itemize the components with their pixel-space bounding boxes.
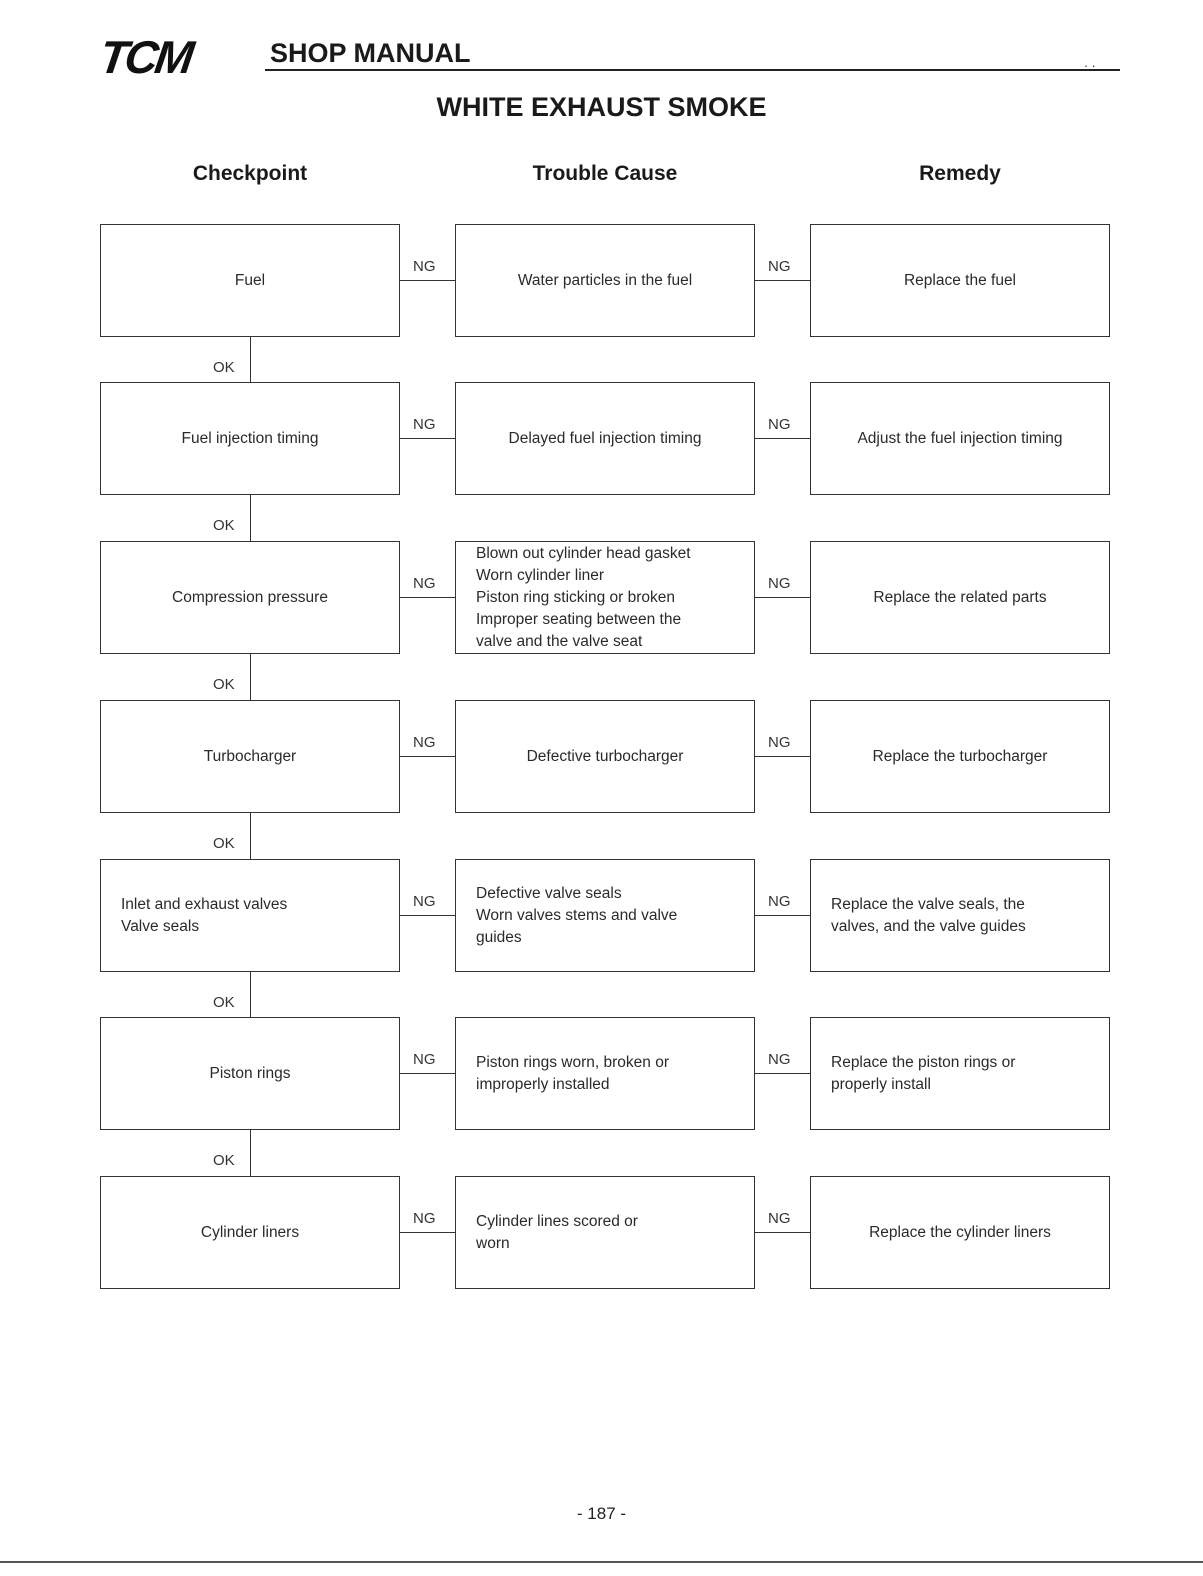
column-header-trouble-cause: Trouble Cause (532, 162, 678, 185)
checkpoint-text: Cylinder liners (200, 1223, 300, 1241)
checkpoint-box (100, 224, 400, 337)
remedy-box (810, 541, 1110, 654)
ng-connector-line (400, 1073, 455, 1074)
remedy-text: Adjust the fuel injection timing (857, 429, 1063, 447)
cause-text: Cylinder lines scored or worn (476, 1212, 638, 1252)
checkpoint-box (100, 382, 400, 495)
ng-label: NG (768, 893, 791, 910)
manual-title: SHOP MANUAL (270, 38, 471, 68)
ng-connector-line (755, 915, 810, 916)
ok-connector-line (250, 337, 251, 382)
checkpoint-text: Fuel injection timing (181, 429, 319, 447)
ng-label: NG (768, 1051, 791, 1068)
remedy-box (810, 859, 1110, 972)
ok-connector-line (250, 1130, 251, 1176)
ng-label: NG (413, 1210, 436, 1227)
checkpoint-text: Turbocharger (203, 747, 297, 765)
checkpoint-box (100, 541, 400, 654)
ng-connector-line (755, 756, 810, 757)
ok-label: OK (213, 994, 235, 1011)
ok-label: OK (213, 1152, 235, 1169)
ng-connector-line (400, 280, 455, 281)
ng-connector-line (400, 915, 455, 916)
ng-connector-line (400, 1232, 455, 1233)
remedy-box (810, 224, 1110, 337)
ok-label: OK (213, 835, 235, 852)
footer-rule (0, 1561, 1203, 1563)
ng-connector-line (755, 280, 810, 281)
ok-connector-line (250, 972, 251, 1017)
cause-box (455, 1176, 755, 1289)
cause-text: Delayed fuel injection timing (508, 429, 702, 447)
checkpoint-box (100, 859, 400, 972)
ok-label: OK (213, 517, 235, 534)
cause-box (455, 382, 755, 495)
ok-connector-line (250, 654, 251, 700)
cause-text: Blown out cylinder head gasket Worn cylinder liner Piston ring sticking or broken Improper seating between the valve and the valve seat (476, 544, 691, 650)
ng-connector-line (755, 597, 810, 598)
column-header-remedy: Remedy (919, 162, 1001, 185)
page-number: - 187 - (576, 1504, 627, 1523)
checkpoint-box (100, 700, 400, 813)
ng-label: NG (413, 575, 436, 592)
checkpoint-text: Fuel (234, 271, 266, 289)
ng-label: NG (768, 258, 791, 275)
ok-connector-line (250, 813, 251, 859)
checkpoint-box (100, 1017, 400, 1130)
header-dots: . . (1084, 54, 1096, 70)
cause-text: Defective valve seals Worn valves stems and valve guides (476, 884, 678, 946)
ng-connector-line (755, 1232, 810, 1233)
ng-label: NG (413, 258, 436, 275)
remedy-text: Replace the fuel (903, 271, 1017, 289)
column-header-checkpoint: Checkpoint (192, 162, 308, 185)
cause-box (455, 1017, 755, 1130)
remedy-text: Replace the related parts (873, 588, 1047, 606)
remedy-text: Replace the valve seals, the valves, and the valve guides (831, 895, 1026, 935)
ng-connector-line (755, 1073, 810, 1074)
cause-box (455, 700, 755, 813)
ok-label: OK (213, 359, 235, 376)
ng-label: NG (768, 416, 791, 433)
ng-connector-line (400, 756, 455, 757)
cause-text: Water particles in the fuel (517, 271, 693, 289)
remedy-box (810, 700, 1110, 813)
ng-label: NG (413, 416, 436, 433)
ng-label: NG (768, 1210, 791, 1227)
ok-connector-line (250, 495, 251, 541)
remedy-text: Replace the cylinder liners (869, 1223, 1051, 1241)
ng-label: NG (413, 893, 436, 910)
cause-box (455, 541, 755, 654)
ng-label: NG (768, 575, 791, 592)
tcm-logo: TCM (96, 31, 195, 83)
ng-label: NG (413, 734, 436, 751)
ng-label: NG (768, 734, 791, 751)
checkpoint-text: Compression pressure (172, 588, 328, 606)
cause-text: Defective turbocharger (526, 747, 684, 765)
checkpoint-text: Inlet and exhaust valves Valve seals (121, 895, 288, 935)
ng-label: NG (413, 1051, 436, 1068)
remedy-box (810, 1176, 1110, 1289)
remedy-box (810, 1017, 1110, 1130)
remedy-text: Replace the turbocharger (872, 747, 1048, 765)
remedy-box (810, 382, 1110, 495)
cause-text: Piston rings worn, broken or improperly installed (476, 1053, 669, 1093)
ok-label: OK (213, 676, 235, 693)
remedy-text: Replace the piston rings or properly install (831, 1053, 1016, 1093)
header-rule (265, 69, 1120, 71)
cause-box (455, 859, 755, 972)
ng-connector-line (755, 438, 810, 439)
checkpoint-text: Piston rings (209, 1064, 291, 1082)
checkpoint-box (100, 1176, 400, 1289)
cause-box (455, 224, 755, 337)
page-title: WHITE EXHAUST SMOKE (436, 92, 767, 122)
ng-connector-line (400, 597, 455, 598)
ng-connector-line (400, 438, 455, 439)
